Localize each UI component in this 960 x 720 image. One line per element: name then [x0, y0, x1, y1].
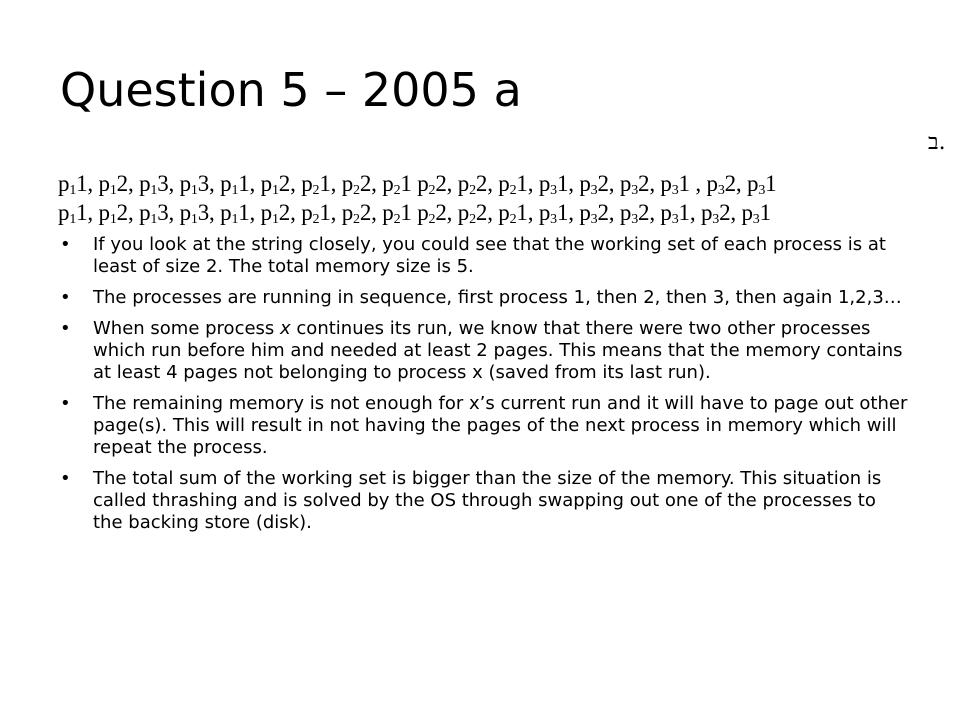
- page-reference: [220, 171, 261, 196]
- page-reference-page-number: 1,: [238, 171, 261, 196]
- bullet-text-segment: If you look at the string closely, you could see that the working set of each process is at least of size 2. The total memory size is 5.: [93, 234, 886, 277]
- page-reference-page-number: 1,: [516, 171, 539, 196]
- bullet-item: [60, 468, 910, 534]
- page-reference-process-letter: p: [706, 171, 718, 196]
- page-reference-process-letter: p: [98, 200, 110, 225]
- page-reference-process-letter: p: [220, 200, 232, 225]
- page-reference-process-id: 3: [590, 212, 598, 227]
- page-reference: [620, 200, 661, 225]
- page-reference-page-number: 2,: [278, 171, 302, 196]
- page-reference-process-letter: p: [747, 171, 759, 196]
- page-reference-process-letter: p: [382, 171, 394, 196]
- page-reference-process-id: 2: [469, 212, 476, 227]
- page-reference: [498, 171, 539, 196]
- page-reference-process-letter: p: [139, 171, 151, 196]
- page-reference: [220, 200, 261, 225]
- page-reference-process-id: 2: [428, 183, 436, 198]
- page-reference-page-number: 2,: [719, 200, 742, 225]
- page-reference-process-letter: p: [58, 200, 70, 225]
- page-reference-page-number: 3,: [157, 171, 180, 196]
- page-reference: [139, 171, 180, 196]
- page-reference-page-number: 3,: [157, 200, 180, 225]
- page-reference: [382, 200, 417, 225]
- slide-title: Question 5 – 2005 a: [60, 63, 522, 117]
- page-reference: [58, 200, 99, 225]
- bullet-text: [93, 287, 902, 308]
- page-reference: [498, 200, 539, 225]
- bullet-text-segment: The remaining memory is not enough for x’s current run and it will have to page out other page(s). This will result in not having the pages of the next process in memory which will repeat the process.: [93, 393, 908, 458]
- page-reference-process-letter: p: [579, 171, 591, 196]
- page-reference-process-letter: p: [341, 171, 354, 196]
- page-reference-page-number: 2,: [638, 171, 661, 196]
- bullet-item: [60, 234, 910, 278]
- page-reference-process-id: 1: [109, 212, 117, 227]
- bullet-text: [93, 318, 903, 383]
- page-reference-process-id: 1: [150, 212, 158, 227]
- page-reference-page-number: 1,: [319, 171, 342, 196]
- page-reference-process-letter: p: [457, 200, 470, 225]
- page-reference: [539, 200, 580, 225]
- page-reference: [741, 200, 770, 225]
- bullet-text: [93, 234, 886, 277]
- page-reference-process-letter: p: [619, 171, 632, 196]
- page-reference-process-letter: p: [538, 171, 551, 196]
- page-reference-process-letter: p: [457, 171, 470, 196]
- page-reference-process-id: 2: [469, 183, 476, 198]
- page-reference-process-id: 2: [353, 212, 360, 227]
- bullet-text-segment: continues its run, we know that there were two other processes which run before him and needed at least 2 pages. This means that the memory contains at least 4 pages not belonging to process x (saved from its last run).: [93, 318, 903, 383]
- page-reference-process-id: 1: [150, 183, 158, 198]
- page-reference-page-number: 2,: [278, 200, 302, 225]
- hebrew-section-mark: ב.: [928, 130, 946, 155]
- page-reference-process-letter: p: [139, 200, 151, 225]
- page-reference-process-id: 3: [550, 212, 557, 227]
- page-reference-process-id: 3: [631, 212, 639, 227]
- page-reference: [58, 171, 99, 196]
- page-reference: [261, 171, 302, 196]
- page-reference-process-id: 3: [550, 183, 557, 198]
- page-reference-process-letter: p: [700, 200, 713, 225]
- page-reference-process-id: 3: [671, 183, 679, 198]
- page-reference-process-letter: p: [179, 200, 191, 225]
- page-reference-process-id: 3: [590, 183, 598, 198]
- reference-string-line: [58, 199, 776, 228]
- page-reference-page-number: 2,: [724, 171, 748, 196]
- page-reference-process-id: 1: [69, 212, 77, 227]
- bullet-dot-icon: •: [60, 287, 71, 308]
- page-reference: [417, 200, 458, 225]
- page-reference-process-letter: p: [220, 171, 232, 196]
- bullet-text-italic: x: [280, 318, 291, 339]
- page-reference-page-number: 1,: [556, 200, 580, 225]
- page-reference: [458, 171, 499, 196]
- page-reference-page-number: 2,: [359, 171, 383, 196]
- page-reference-page-number: 2,: [638, 200, 661, 225]
- page-reference: [458, 200, 499, 225]
- page-reference-process-id: 1: [190, 183, 198, 198]
- page-reference-page-number: 2,: [475, 171, 499, 196]
- page-reference: [660, 171, 706, 196]
- page-reference-process-id: 2: [428, 212, 436, 227]
- page-reference: [180, 200, 221, 225]
- page-reference: [99, 171, 140, 196]
- page-reference-page-number: 1: [400, 171, 418, 196]
- bullet-dot-icon: •: [60, 393, 71, 414]
- page-reference-process-letter: p: [301, 200, 313, 225]
- page-reference: [301, 200, 342, 225]
- bullet-text-segment: When some process: [93, 318, 281, 339]
- page-reference-page-number: 1,: [678, 200, 701, 225]
- page-reference-process-id: 1: [271, 212, 279, 227]
- page-reference-process-letter: p: [341, 200, 354, 225]
- page-reference-strings: [58, 170, 776, 228]
- page-reference-page-number: 2,: [435, 171, 458, 196]
- page-reference-page-number: 2,: [597, 171, 620, 196]
- page-reference-process-letter: p: [498, 171, 510, 196]
- page-reference-page-number: 1,: [238, 200, 261, 225]
- bullet-item: [60, 393, 910, 459]
- page-reference: [301, 171, 342, 196]
- page-reference-process-id: 2: [353, 183, 360, 198]
- page-reference-page-number: 1,: [319, 200, 342, 225]
- page-reference: [539, 171, 580, 196]
- page-reference-page-number: 1,: [76, 171, 99, 196]
- page-reference: [579, 200, 620, 225]
- page-reference-page-number: 1 ,: [678, 171, 707, 196]
- bullet-dot-icon: •: [60, 234, 71, 255]
- page-reference: [382, 171, 417, 196]
- page-reference-process-id: 2: [393, 212, 401, 227]
- page-reference-page-number: 1,: [76, 200, 99, 225]
- page-reference-process-id: 2: [509, 212, 517, 227]
- page-reference-process-letter: p: [498, 200, 510, 225]
- bullet-text: [93, 468, 881, 533]
- page-reference-process-letter: p: [660, 200, 672, 225]
- page-reference-process-id: 1: [69, 183, 77, 198]
- page-reference: [747, 171, 776, 196]
- page-reference-page-number: 2,: [116, 171, 140, 196]
- page-reference: [701, 200, 742, 225]
- page-reference-process-letter: p: [260, 171, 272, 196]
- page-reference-process-id: 3: [712, 212, 720, 227]
- bullet-text-segment: The total sum of the working set is bigger than the size of the memory. This situation is called thrashing and is solved by the OS through swapping out one of the processes to the backing store (disk).: [93, 468, 882, 533]
- page-reference-process-letter: p: [58, 171, 70, 196]
- bullet-text-segment: The processes are running in sequence, first process 1, then 2, then 3, then again 1,2,3…: [93, 287, 902, 308]
- page-reference: [261, 200, 302, 225]
- page-reference-page-number: 2,: [359, 200, 383, 225]
- bullet-dot-icon: •: [60, 318, 71, 339]
- reference-string-line: [58, 170, 776, 199]
- page-reference: [342, 200, 383, 225]
- page-reference: [620, 171, 661, 196]
- page-reference: [707, 171, 748, 196]
- page-reference-process-letter: p: [260, 200, 272, 225]
- page-reference-process-id: 1: [231, 212, 239, 227]
- page-reference-page-number: 2,: [116, 200, 140, 225]
- page-reference-process-letter: p: [741, 200, 753, 225]
- page-reference-page-number: 2,: [597, 200, 620, 225]
- page-reference-process-letter: p: [382, 200, 394, 225]
- bullet-dot-icon: •: [60, 468, 71, 489]
- page-reference: [180, 171, 221, 196]
- page-reference-page-number: 3,: [197, 171, 221, 196]
- page-reference-page-number: 1,: [556, 171, 580, 196]
- page-reference-page-number: 2,: [435, 200, 458, 225]
- page-reference-process-letter: p: [179, 171, 191, 196]
- page-reference-process-letter: p: [301, 171, 313, 196]
- page-reference-page-number: 2,: [475, 200, 499, 225]
- page-reference: [579, 171, 620, 196]
- page-reference-process-id: 2: [509, 183, 517, 198]
- page-reference-page-number: 1: [759, 200, 771, 225]
- page-reference-process-id: 1: [231, 183, 239, 198]
- page-reference-page-number: 3,: [197, 200, 221, 225]
- page-reference-process-letter: p: [417, 200, 429, 225]
- page-reference-process-letter: p: [538, 200, 551, 225]
- page-reference: [660, 200, 701, 225]
- page-reference-process-id: 1: [271, 183, 279, 198]
- bullet-item: [60, 318, 910, 384]
- page-reference: [342, 171, 383, 196]
- page-reference-process-id: 3: [717, 183, 725, 198]
- page-reference-process-letter: p: [417, 171, 429, 196]
- bullet-list: [60, 234, 910, 543]
- page-reference-process-letter: p: [619, 200, 632, 225]
- page-reference-process-id: 2: [312, 183, 320, 198]
- page-reference-process-id: 2: [393, 183, 401, 198]
- page-reference-page-number: 1: [765, 171, 777, 196]
- page-reference: [417, 171, 458, 196]
- page-reference-process-letter: p: [660, 171, 672, 196]
- page-reference-process-id: 2: [312, 212, 320, 227]
- page-reference: [99, 200, 140, 225]
- page-reference-process-letter: p: [98, 171, 110, 196]
- page-reference-process-id: 3: [758, 183, 766, 198]
- bullet-item: [60, 287, 910, 309]
- page-reference-page-number: 1: [400, 200, 418, 225]
- page-reference: [139, 200, 180, 225]
- page-reference-process-id: 1: [190, 212, 198, 227]
- page-reference-process-letter: p: [579, 200, 591, 225]
- page-reference-process-id: 3: [631, 183, 639, 198]
- page-reference-process-id: 3: [671, 212, 679, 227]
- page-reference-page-number: 1,: [516, 200, 539, 225]
- bullet-text: [93, 393, 907, 458]
- page-reference-process-id: 1: [109, 183, 117, 198]
- page-reference-process-id: 3: [752, 212, 760, 227]
